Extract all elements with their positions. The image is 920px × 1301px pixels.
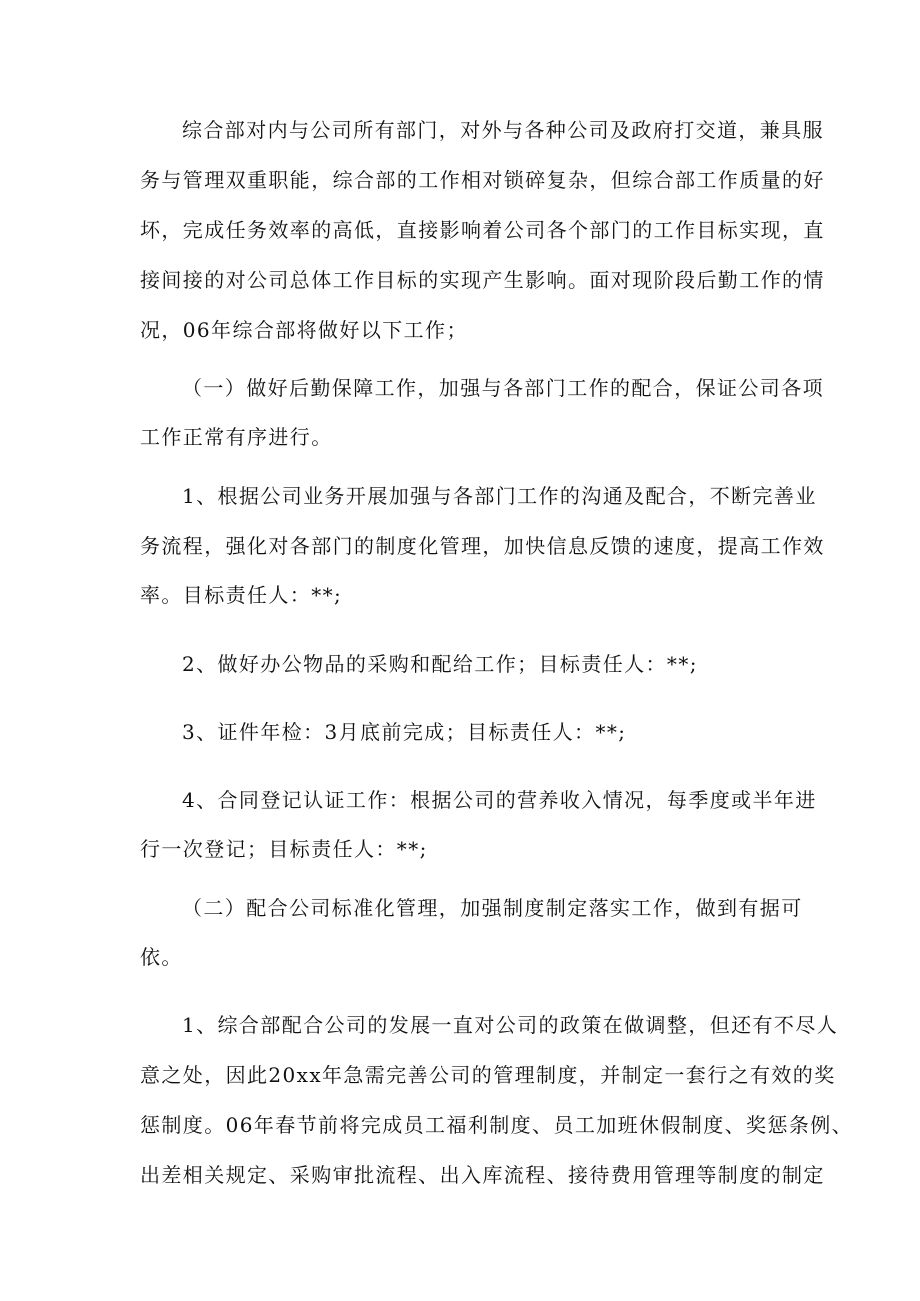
text-line: 接间接的对公司总体工作目标的实现产生影响。面对现阶段后勤工作的情 — [140, 268, 825, 292]
text-line: 综合部对内与公司所有部门，对外与各种公司及政府打交道，兼具服 — [182, 118, 824, 142]
text-line: 4、合同登记认证工作：根据公司的营养收入情况，每季度或半年进 — [182, 788, 817, 812]
text-line: 1、根据公司业务开展加强与各部门工作的沟通及配合，不断完善业 — [182, 484, 817, 508]
text-line: （一）做好后勤保障工作，加强与各部门工作的配合，保证公司各项 — [182, 376, 824, 400]
text-line: 况，06年综合部将做好以下工作； — [140, 318, 468, 342]
text-line: 依。 — [140, 945, 183, 969]
text-line: 意之处，因此20xx年急需完善公司的管理制度，并制定一套行之有效的奖 — [140, 1063, 836, 1087]
text-line: （二）配合公司标准化管理，加强制度制定落实工作，做到有据可 — [182, 896, 803, 920]
text-line: 工作正常有序进行。 — [140, 425, 333, 449]
text-line: 务流程，强化对各部门的制度化管理，加快信息反馈的速度，提高工作效 — [140, 534, 825, 558]
text-line: 坏，完成任务效率的高低，直接影响着公司各个部门的工作目标实现，直 — [140, 218, 825, 242]
text-line: 1、综合部配合公司的发展一直对公司的政策在做调整，但还有不尽人 — [182, 1013, 839, 1037]
text-line: 3、证件年检：3月底前完成；目标责任人：**; — [182, 720, 627, 744]
text-line: 2、做好办公物品的采购和配给工作；目标责任人：**; — [182, 652, 698, 676]
text-line: 行一次登记；目标责任人：**; — [140, 837, 428, 861]
text-line: 务与管理双重职能，综合部的工作相对锁碎复杂，但综合部工作质量的好 — [140, 168, 825, 192]
text-line: 出差相关规定、采购审批流程、出入库流程、接待费用管理等制度的制定 — [140, 1163, 825, 1187]
text-line: 惩制度。06年春节前将完成员工福利制度、员工加班休假制度、奖惩条例、 — [140, 1113, 854, 1137]
text-line: 率。目标责任人：**; — [140, 583, 343, 607]
